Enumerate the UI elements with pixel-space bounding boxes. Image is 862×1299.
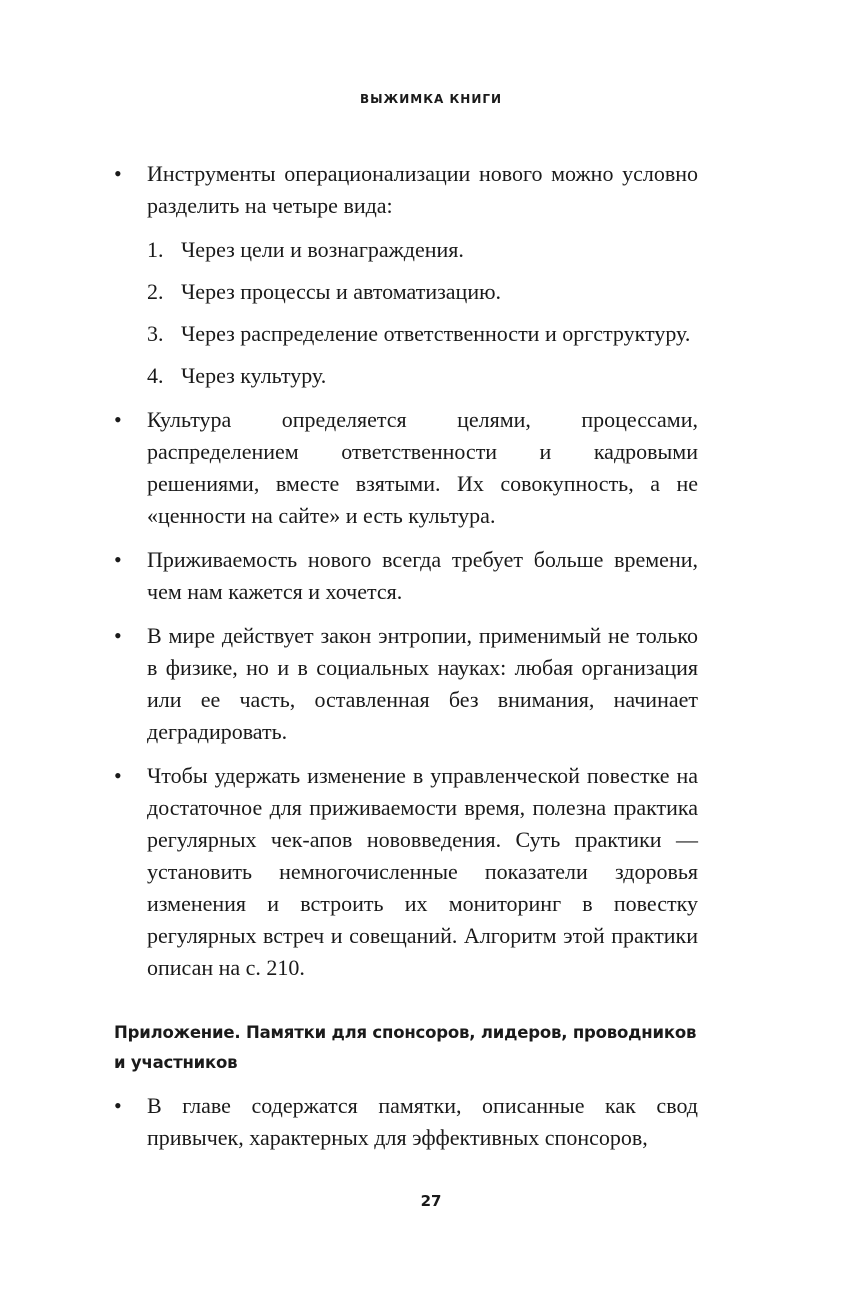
item-text: Через распределение ответственности и оргструктуру. <box>181 321 691 346</box>
bullet-text: Чтобы удержать изменение в управленческой повестке на достаточное для приживаемости время, полезна практика регулярных чек-апов нововведения. Суть практики — установить немногочисленные показатели здоровья изменения и встроить их мониторинг в повестку регулярных встреч и совещаний. Алгоритм этой практики описан на с. 210. <box>147 763 698 980</box>
bullet-text: В главе содержатся памятки, описанные как свод привычек, характерных для эффективных спонсоров, <box>147 1093 698 1150</box>
numbered-item <box>147 234 698 266</box>
page-body <box>114 158 698 1166</box>
bullet-text: Инструменты операционализации нового можно условно разделить на четыре вида: <box>147 161 698 218</box>
bullet-item <box>114 404 698 532</box>
bullet-text: Культура определяется целями, процессами, распределением ответственности и кадровыми решениями, вместе взятыми. Их совокупность, а не «ценности на сайте» и есть культура. <box>147 407 698 528</box>
bullet-item <box>114 760 698 984</box>
item-text: Через цели и вознаграждения. <box>181 237 464 262</box>
numbered-list <box>147 234 698 392</box>
item-number: 3. <box>147 321 164 346</box>
bullet-item <box>114 158 698 392</box>
section-heading: Приложение. Памятки для спонсоров, лидеров, проводников и участников <box>114 1023 697 1072</box>
bullet-item <box>114 1090 698 1154</box>
bullet-icon: • <box>114 623 122 648</box>
item-number: 1. <box>147 237 164 262</box>
bullet-icon: • <box>114 547 122 572</box>
running-title: ВЫЖИМКА КНИГИ <box>359 92 503 106</box>
numbered-item <box>147 276 698 308</box>
item-number: 4. <box>147 363 164 388</box>
bullet-text: В мире действует закон энтропии, применимый не только в физике, но и в социальных науках: любая организация или ее часть, оставленная без внимания, начинает деградировать. <box>147 623 698 744</box>
bullet-item <box>114 620 698 748</box>
bullet-icon: • <box>114 161 122 186</box>
item-number: 2. <box>147 279 164 304</box>
bullet-icon: • <box>114 763 122 788</box>
bullet-icon: • <box>114 1093 122 1118</box>
page-number: 27 <box>420 1192 442 1210</box>
bullet-item <box>114 544 698 608</box>
bullet-icon: • <box>114 407 122 432</box>
numbered-item <box>147 360 698 392</box>
numbered-item <box>147 318 698 350</box>
item-text: Через процессы и автоматизацию. <box>181 279 502 304</box>
item-text: Через культуру. <box>181 363 327 388</box>
bullet-text: Приживаемость нового всегда требует больше времени, чем нам кажется и хочется. <box>147 547 698 604</box>
